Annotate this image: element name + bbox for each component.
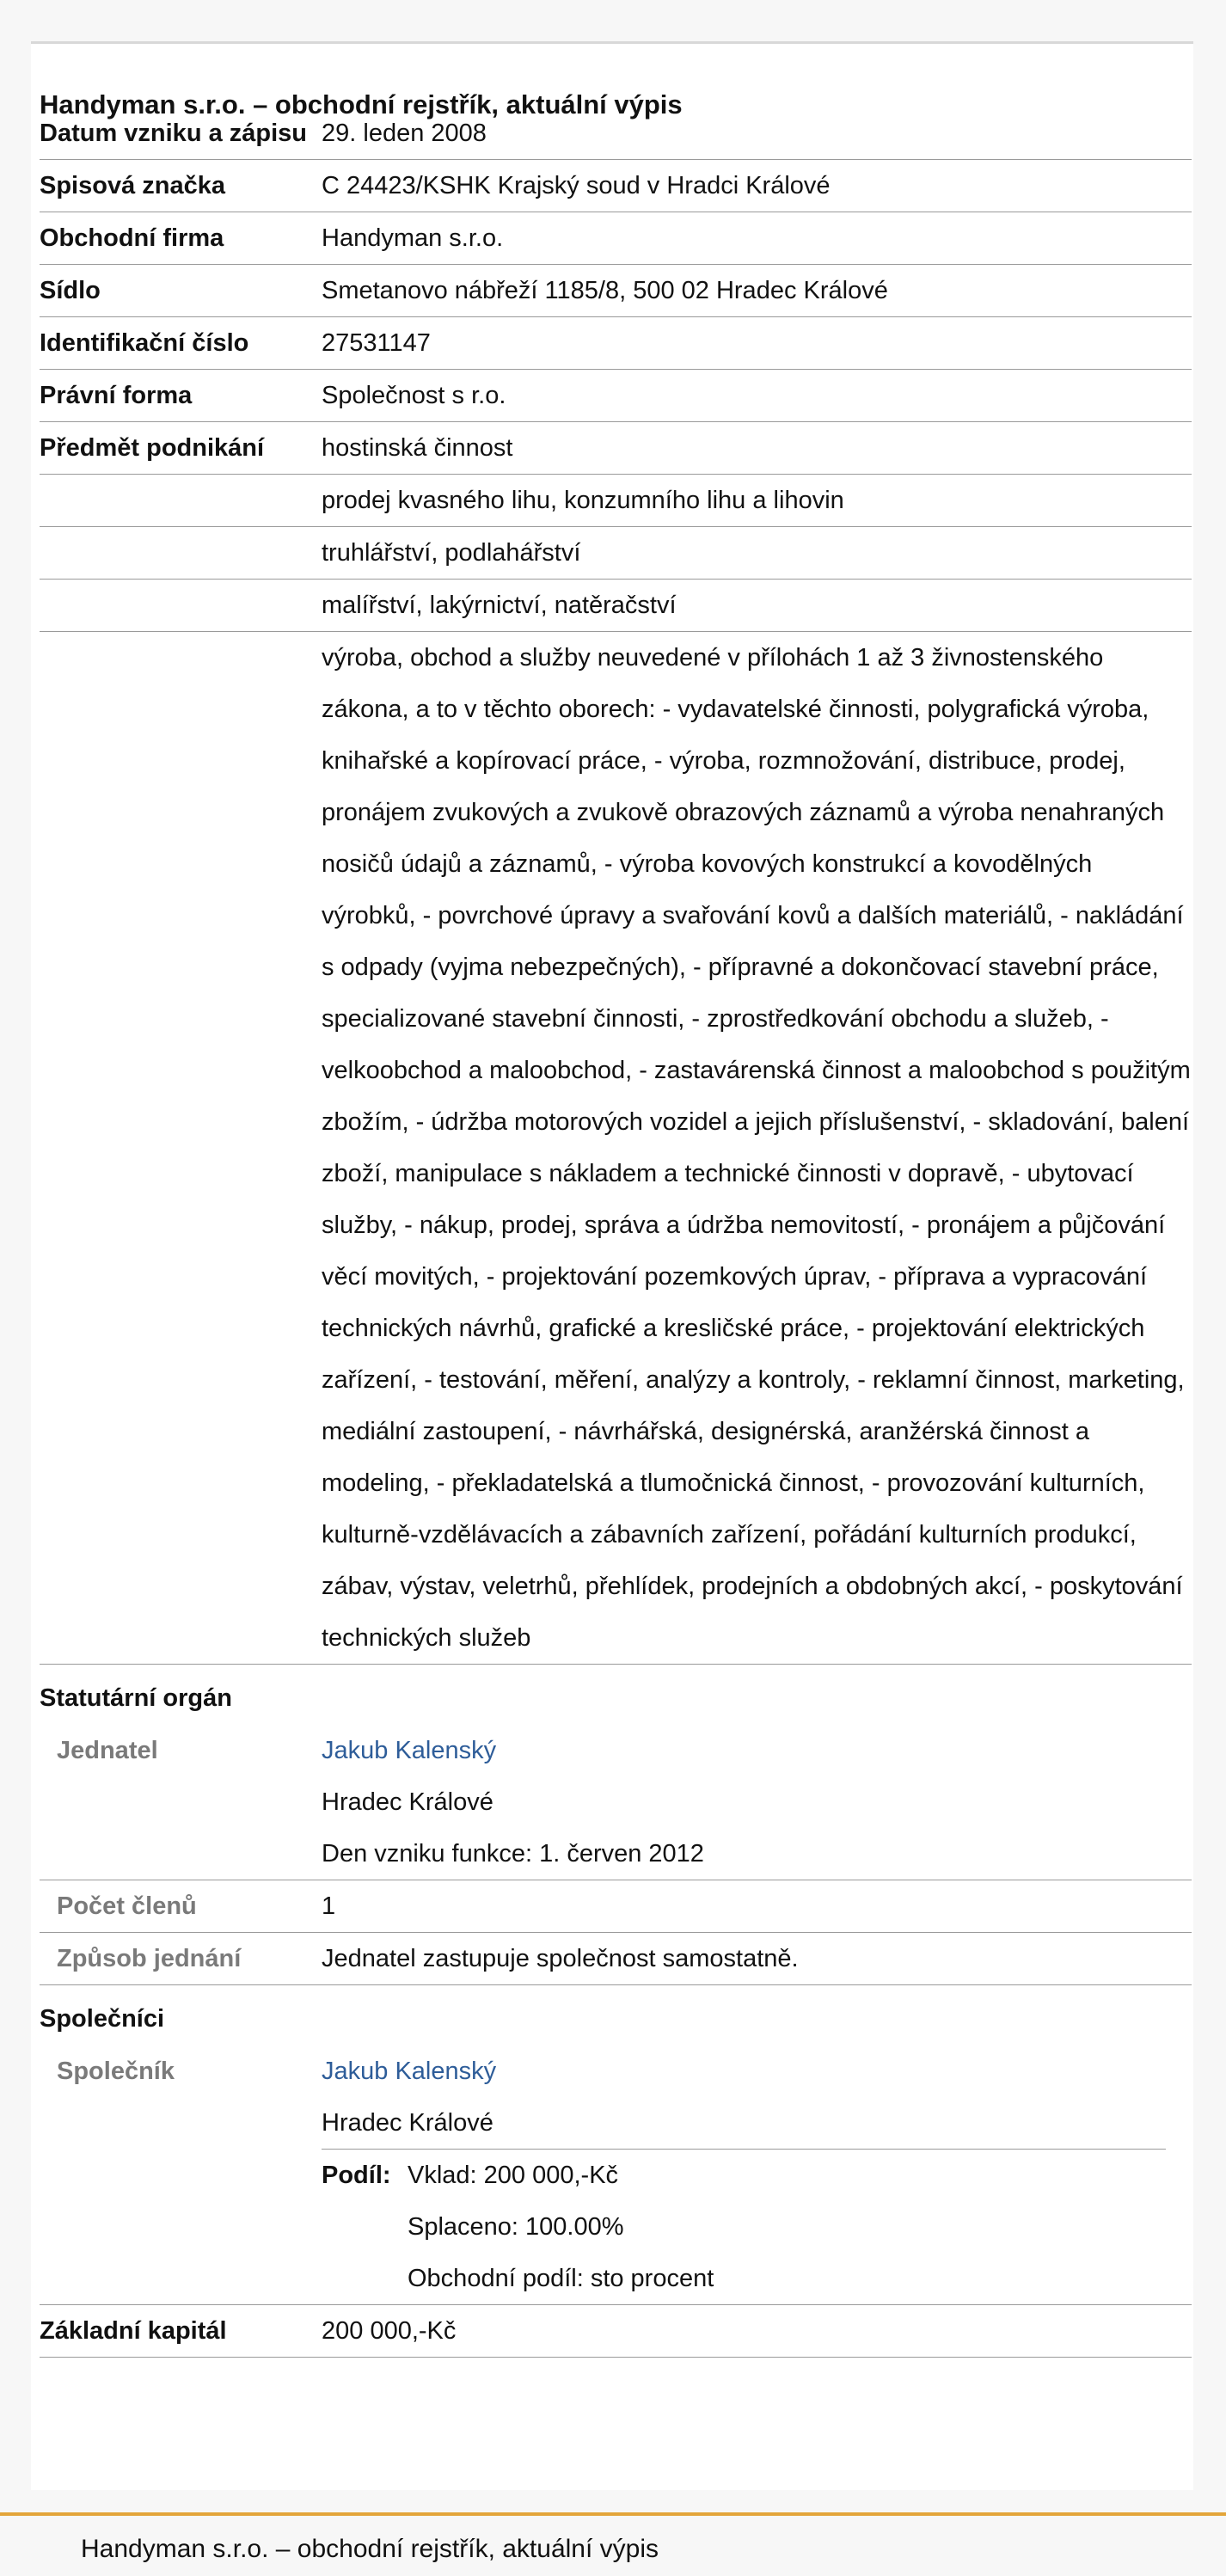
label-spolecnik: Společník xyxy=(40,2045,322,2305)
row-zpusob xyxy=(40,1933,1192,1985)
row-kapital xyxy=(40,2305,1192,2358)
value-sidlo: Smetanovo nábřeží 1185/8, 500 02 Hradec Králové xyxy=(322,265,1192,317)
podil-obchodni: Obchodní podíl: sto procent xyxy=(408,2265,714,2292)
row-jednatel xyxy=(40,1725,1192,1880)
label-firma: Obchodní firma xyxy=(40,212,322,265)
label-ico: Identifikační číslo xyxy=(40,317,322,370)
row-predmet-3 xyxy=(40,580,1192,632)
row-firma xyxy=(40,212,1192,265)
row-forma xyxy=(40,370,1192,422)
value-zpusob: Jednatel zastupuje společnost samostatně. xyxy=(322,1933,1192,1985)
jednatel-since: Den vzniku funkce: 1. červen 2012 xyxy=(322,1840,704,1868)
register-table xyxy=(40,107,1192,2358)
label-datum: Datum vzniku a zápisu xyxy=(40,107,322,160)
label-kapital: Základní kapitál xyxy=(40,2305,322,2358)
page-title: Handyman s.r.o. – obchodní rejstřík, aktuální výpis xyxy=(40,89,683,120)
footer-title: Handyman s.r.o. – obchodní rejstřík, aktuální výpis xyxy=(81,2535,659,2563)
predmet-item: výroba, obchod a služby neuvedené v přílohách 1 až 3 živnostenského zákona, a to v těchto oborech: - vydavatelské činnosti, polygrafická výroba, knihařské a kopírovací práce, - výroba, rozmnožování, distribuce, prodej, pronájem zvukových a zvukově obrazových záznamů a výroba nenahraných nosičů údajů a záznamů, - výroba kovových konstrukcí a kovodělných výrobků, - povrchové úpravy a svařování kovů a dalších materiálů, - nakládání s odpady (vyjma nebezpečných), - přípravné a dokončovací stavební práce, specializované stavební činnosti, - zprostředkování obchodu a služeb, - velkoobchod a maloobchod, - zastavárenská činnost a maloobchod s použitým zbožím, - údržba motorových vozidel a jejich příslušenství, - skladování, balení zboží, manipulace s nákladem a technické činnosti v dopravě, - ubytovací služby, - nákup, prodej, správa a údržba nemovitostí, - pronájem a půjčování věcí movitých, - projektování pozemkových úprav, - příprava a vypracování technických návrhů, grafické a kresličské práce, - projektování elektrických zařízení, - testování, měření, analýzy a kontroly, - reklamní činnost, marketing, mediální zastoupení, - návrhářská, designérská, aranžérská činnost a modeling, - překladatelská a tlumočnická činnost, - provozování kulturních, kulturně-vzdělávacích a zábavních zařízení, pořádání kulturních produkcí, zábav, výstav, veletrhů, přehlídek, prodejních a obdobných akcí, - poskytování technických služeb xyxy=(322,632,1192,1665)
register-extract xyxy=(31,41,1193,2490)
spolecnik-link[interactable]: Jakub Kalenský xyxy=(322,2058,497,2085)
value-datum: 29. leden 2008 xyxy=(322,107,1192,160)
row-pocet xyxy=(40,1880,1192,1933)
row-predmet-4 xyxy=(40,632,1192,1665)
value-pocet: 1 xyxy=(322,1880,1192,1933)
podil-splaceno: Splaceno: 100.00% xyxy=(408,2213,624,2241)
jednatel-link[interactable]: Jakub Kalenský xyxy=(322,1737,497,1764)
row-spolecnici-heading xyxy=(40,1985,1192,2046)
value-kapital: 200 000,-Kč xyxy=(322,2305,1192,2358)
label-sidlo: Sídlo xyxy=(40,265,322,317)
row-predmet-2 xyxy=(40,527,1192,580)
page-footer xyxy=(0,2512,1226,2576)
label-jednatel: Jednatel xyxy=(40,1725,322,1880)
spolecnik-city: Hradec Králové xyxy=(322,2109,493,2137)
row-predmet-1 xyxy=(40,475,1192,527)
predmet-item: hostinská činnost xyxy=(322,422,1192,475)
row-sidlo xyxy=(40,265,1192,317)
predmet-item: truhlářství, podlahářství xyxy=(322,527,1192,580)
value-firma: Handyman s.r.o. xyxy=(322,212,1192,265)
value-ico: 27531147 xyxy=(322,317,1192,370)
value-forma: Společnost s r.o. xyxy=(322,370,1192,422)
label-zpusob: Způsob jednání xyxy=(40,1933,322,1985)
label-pocet: Počet členů xyxy=(40,1880,322,1933)
jednatel-city: Hradec Králové xyxy=(322,1788,493,1816)
podil-block xyxy=(322,2149,1166,2304)
value-spisova: C 24423/KSHK Krajský soud v Hradci Králové xyxy=(322,160,1192,212)
predmet-item: prodej kvasného lihu, konzumního lihu a lihovin xyxy=(322,475,1192,527)
label-forma: Právní forma xyxy=(40,370,322,422)
row-statutarni-heading xyxy=(40,1665,1192,1726)
predmet-item: malířství, lakýrnictví, natěračství xyxy=(322,580,1192,632)
section-heading-statutarni: Statutární orgán xyxy=(40,1684,232,1712)
row-spolecnik xyxy=(40,2045,1192,2305)
row-spisova xyxy=(40,160,1192,212)
podil-vklad: Vklad: 200 000,-Kč xyxy=(408,2162,619,2189)
section-heading-spolecnici: Společníci xyxy=(40,2005,165,2033)
label-predmet: Předmět podnikání xyxy=(40,422,322,475)
row-ico xyxy=(40,317,1192,370)
label-spisova: Spisová značka xyxy=(40,160,322,212)
row-predmet-0 xyxy=(40,422,1192,475)
podil-label: Podíl: xyxy=(322,2162,391,2189)
